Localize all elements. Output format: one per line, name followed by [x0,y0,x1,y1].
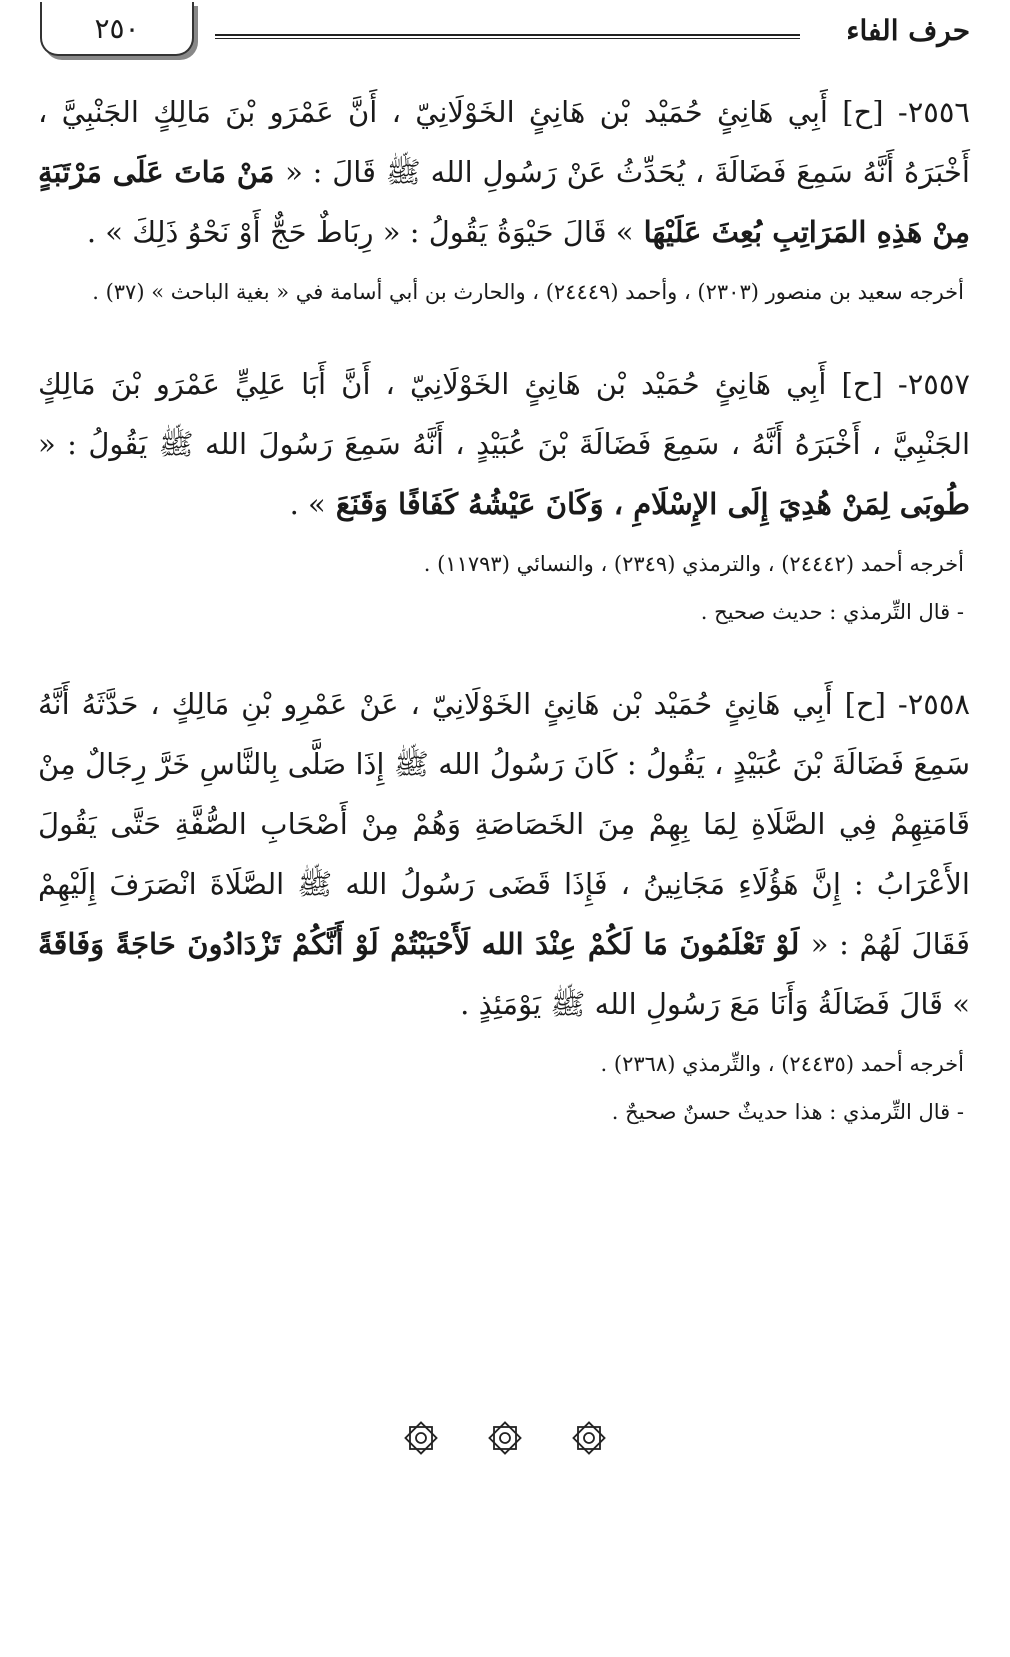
chapter-title: حرف الفاء [846,14,970,47]
hadith-matn: مَنْ مَاتَ عَلَى مَرْتَبَةٍ مِنْ هَذِهِ المَرَاتِبِ بُعِثَ عَلَيْهَا [38,155,970,249]
hadith-text: - [ح] أَبِي هَانِئٍ حُمَيْد بْن هَانِئٍ الخَوْلَانِيّ ، عَنْ عَمْرِو بْنِ مَالِكٍ ، حَدَّثَهُ أَنَّهُ سَمِعَ فَضَالَةَ بْنَ عُبَيْدٍ ، يَقُولُ : كَانَ رَسُولُ الله ﷺ إِذَا صَلَّى بِالنَّاسِ خَرَّ رِجَالٌ مِنْ قَامَتِهِمْ فِي الصَّلَاةِ لِمَا بِهِمْ مِنَ الخَصَاصَةِ وَهُمْ مِنْ أَصْحَابِ الصُّفَّةِ حَتَّى يَقُولَ الأَعْرَابُ : إِنَّ هَؤُلَاءِ مَجَانِينُ ، فَإِذَا قَضَى رَسُولُ الله ﷺ الصَّلَاةَ انْصَرَفَ إِلَيْهِمْ فَقَالَ لَهُمْ : « [38,687,970,961]
note-2558: - قال التِّرمذي : هذا حديثٌ حسنٌ صحيحٌ . [611,1100,964,1124]
takhrij-2558: أخرجه أحمد (٢٤٤٣٥) ، والتِّرمذي (٢٣٦٨) . [600,1052,964,1076]
eight-point-star-icon [401,1418,441,1458]
header-rule [215,34,800,39]
page-content [38,82,970,1134]
hadith-number: ٢٥٥٨ [907,687,970,721]
hadith-2557 [38,354,970,534]
hadith-text: - [ح] أَبِي هَانِئٍ حُمَيْد بْن هَانِئٍ الخَوْلَانِيّ ، أَنَّ عَمْرَو بْنَ مَالِكٍ الجَنْبِيَّ ، أَخْبَرَهُ أَنَّهُ سَمِعَ فَضَالَةَ ، يُحَدِّثُ عَنْ رَسُولِ الله ﷺ قَالَ : « [38,95,970,189]
hadith-text-after: » قَالَ حَيْوَةُ يَقُولُ : « رِبَاطٌ حَجٌّ أَوْ نَحْوُ ذَلِكَ » . [86,215,634,249]
section-ornaments [0,1418,1010,1458]
hadith-matn: لَوْ تَعْلَمُونَ مَا لَكُمْ عِنْدَ الله لَأَحْبَبْتُمْ لَوْ أَنَّكُمْ تَزْدَادُونَ حَاجَةً وَفَاقَةً [38,927,811,961]
hadith-text-after: » قَالَ فَضَالَةُ وَأَنَا مَعَ رَسُولِ الله ﷺ يَوْمَئِذٍ . [460,987,970,1021]
hadith-number: ٢٥٥٧ [907,367,970,401]
hadith-text: - [ح] أَبِي هَانِئٍ حُمَيْد بْن هَانِئٍ الخَوْلَانِيّ ، أَنَّ أَبَا عَلِيٍّ عَمْرَو بْنَ مَالِكٍ الجَنْبِيَّ ، أَخْبَرَهُ أَنَّهُ ، سَمِعَ فَضَالَةَ بْنَ عُبَيْدٍ ، أَنَّهُ سَمِعَ رَسُولَ الله ﷺ يَقُولُ : « [38,367,970,461]
hadith-2558 [38,674,970,1034]
takhrij-2556: أخرجه سعيد بن منصور (٢٣٠٣) ، وأحمد (٢٤٤٤٩) ، والحارث بن أبي أسامة في « بغية الباحث » (٣٧) . [92,280,964,304]
takhrij-2557: أخرجه أحمد (٢٤٤٤٢) ، والترمذي (٢٣٤٩) ، والنسائي (١١٧٩٣) . [423,552,964,576]
eight-point-star-icon [569,1418,609,1458]
hadith-text-after: » . [289,487,326,521]
note-2557: - قال التِّرمذي : حديث صحيح . [700,600,964,624]
hadith-number: ٢٥٥٦ [907,95,970,129]
eight-point-star-icon [485,1418,525,1458]
page-header [40,0,970,60]
page-number: ٢٥٠ [40,2,194,56]
hadith-2556 [38,82,970,262]
hadith-matn: طُوبَى لِمَنْ هُدِيَ إِلَى الإِسْلَامِ ، وَكَانَ عَيْشُهُ كَفَافًا وَقَنَعَ [325,487,970,521]
